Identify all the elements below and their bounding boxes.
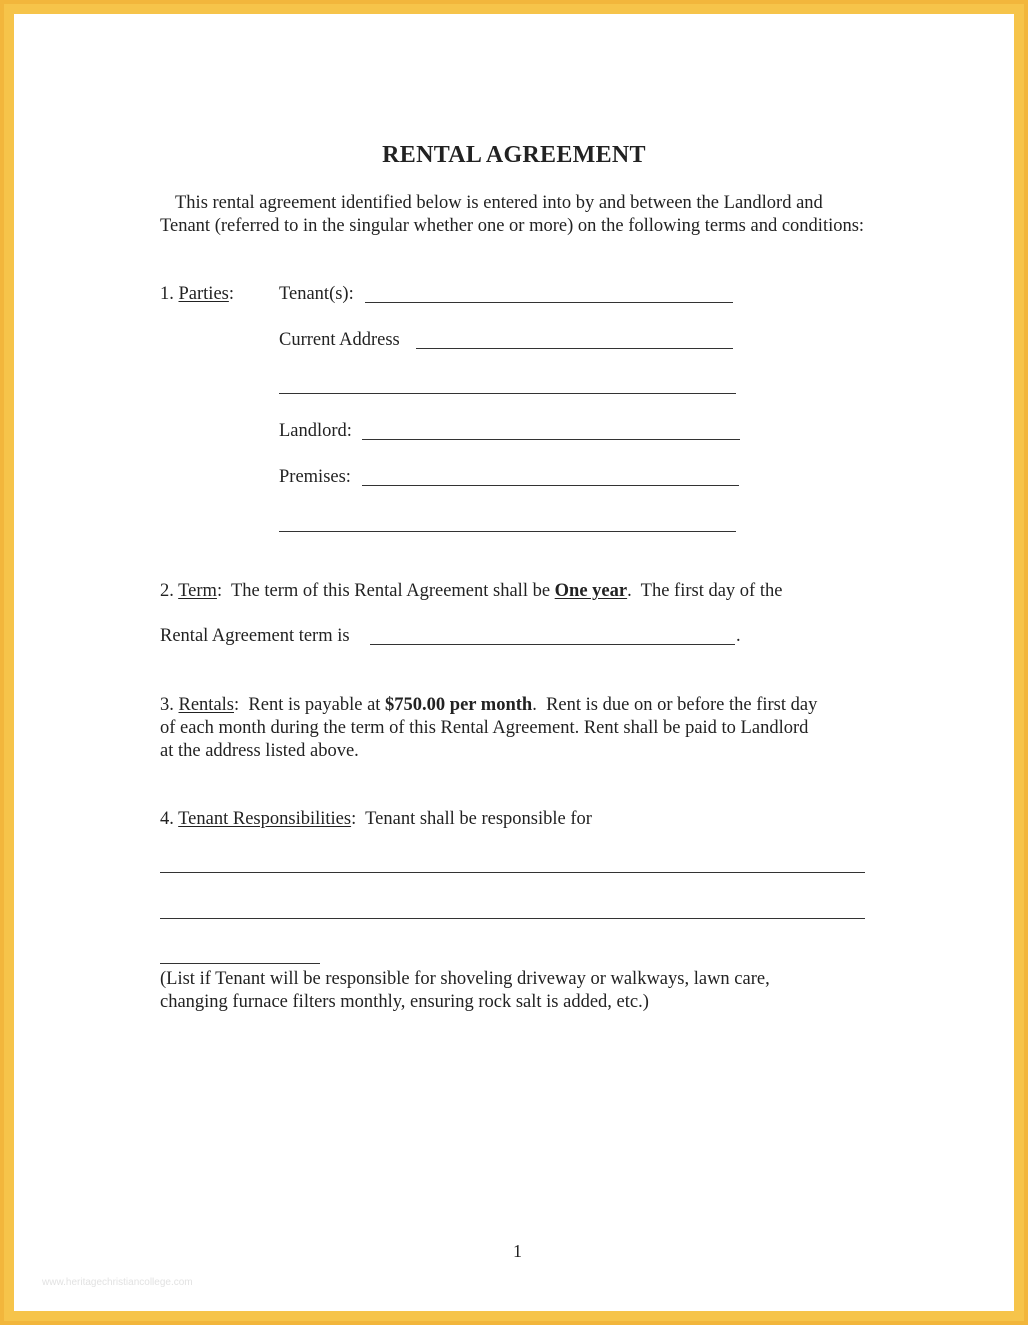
section-1-colon: : (228, 284, 234, 304)
section-3-text-b: . Rent is due on or before the first day (532, 695, 818, 715)
section-1-title: Parties (178, 284, 229, 304)
section-3-title: Rentals (178, 695, 234, 715)
document-frame (4, 4, 1024, 1321)
responsibilities-blank-line-3[interactable] (160, 963, 320, 964)
responsibilities-note-line-2: changing furnace filters monthly, ensuring rock salt is added, etc.) (160, 992, 649, 1012)
page-number: 1 (513, 1241, 522, 1261)
section-4-text-a: : Tenant shall be responsible for (351, 809, 592, 829)
watermark-text: www.heritagechristiancollege.com (42, 1277, 193, 1288)
section-3-line-1 (160, 695, 817, 716)
section-1-heading (160, 284, 234, 305)
responsibilities-blank-line-2[interactable] (160, 918, 865, 919)
landlord-blank-line[interactable] (362, 439, 740, 440)
responsibilities-blank-line-1[interactable] (160, 872, 865, 873)
term-start-period: . (736, 626, 741, 646)
tenant-label: Tenant(s): (279, 284, 354, 304)
term-start-blank-line[interactable] (370, 644, 735, 645)
current-address-blank-line-2[interactable] (279, 393, 736, 394)
section-4-title: Tenant Responsibilities (178, 809, 352, 829)
section-2-text-a: : The term of this Rental Agreement shall be (216, 581, 555, 601)
tenant-blank-line[interactable] (365, 302, 733, 303)
document-title: RENTAL AGREEMENT (382, 142, 646, 168)
premises-label: Premises: (279, 467, 351, 487)
responsibilities-note-line-1: (List if Tenant will be responsible for shoveling driveway or walkways, lawn care, (160, 969, 770, 989)
document-page (14, 14, 1014, 1311)
premises-blank-line[interactable] (362, 485, 739, 486)
section-2-number: 2. (160, 581, 174, 601)
premises-blank-line-2[interactable] (279, 531, 736, 532)
term-value: One year (554, 581, 628, 601)
current-address-blank-line[interactable] (416, 348, 733, 349)
section-2-text (160, 581, 782, 602)
section-2-title: Term (178, 581, 217, 601)
term-start-label: Rental Agreement term is (160, 626, 350, 646)
intro-paragraph: This rental agreement identified below is entered into by and between the Landlord and Tenant (referred to in the singular whether one or more) on the following terms and conditions: (160, 193, 865, 236)
section-3-number: 3. (160, 695, 174, 715)
section-1-number: 1. (160, 284, 174, 304)
rent-amount: $750.00 per month (385, 695, 533, 715)
section-4-text (160, 809, 592, 830)
section-3-text-a: : Rent is payable at (234, 695, 386, 715)
section-4-number: 4. (160, 809, 174, 829)
section-2-text-b: . The first day of the (627, 581, 783, 601)
landlord-label: Landlord: (279, 421, 352, 441)
section-3-line-2: of each month during the term of this Rental Agreement. Rent shall be paid to Landlord (160, 718, 809, 738)
current-address-label: Current Address (279, 330, 400, 350)
section-3-line-3: at the address listed above. (160, 741, 359, 761)
